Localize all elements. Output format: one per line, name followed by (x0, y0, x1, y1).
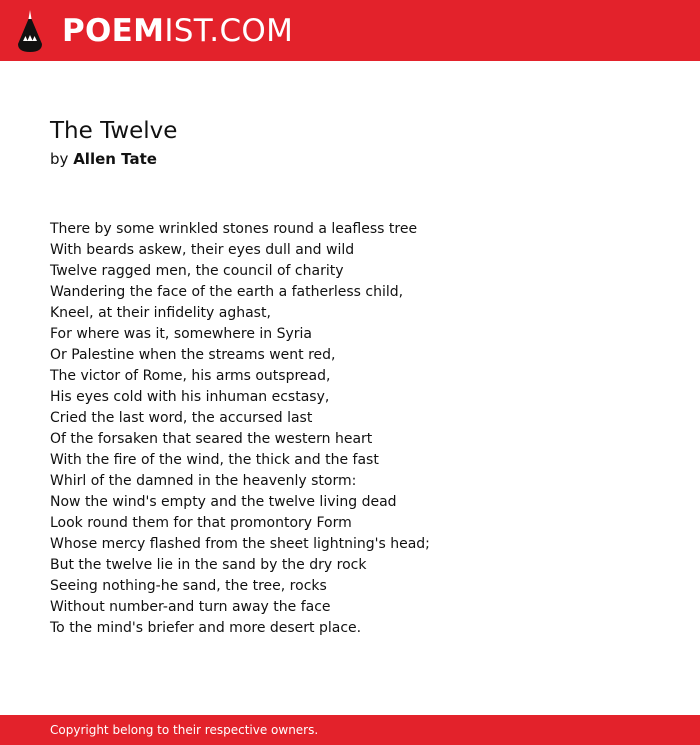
site-footer (0, 715, 700, 745)
poem-line: Wandering the face of the earth a fatherless child, (50, 284, 404, 300)
poem-line: To the mind's briefer and more desert place. (50, 620, 362, 636)
poem-line: With beards askew, their eyes dull and wild (50, 242, 355, 258)
poem-line: With the fire of the wind, the thick and the fast (50, 452, 379, 468)
brand-light: IST.COM (164, 13, 294, 49)
poem-line: Without number-and turn away the face (50, 599, 331, 615)
poem-line: Of the forsaken that seared the western heart (50, 431, 373, 447)
poem-line: There by some wrinkled stones round a leafless tree (50, 221, 418, 237)
poem-line: Twelve ragged men, the council of charity (50, 263, 344, 279)
poem-line: Whirl of the damned in the heavenly storm: (50, 473, 357, 489)
poem-line: Whose mercy flashed from the sheet lightning's head; (50, 536, 430, 552)
poem-line: Or Palestine when the streams went red, (50, 347, 336, 363)
by-label: by (50, 150, 69, 168)
poem-line: Kneel, at their infidelity aghast, (50, 305, 271, 321)
poem-line: But the twelve lie in the sand by the dry rock (50, 557, 367, 573)
poem-line: The victor of Rome, his arms outspread, (50, 368, 331, 384)
poem-line: Cried the last word, the accursed last (50, 410, 313, 426)
poem-line: His eyes cold with his inhuman ecstasy, (50, 389, 330, 405)
poem-line: Now the wind's empty and the twelve living dead (50, 494, 397, 510)
copyright-text: Copyright belong to their respective owners. (50, 723, 319, 737)
poem-body (50, 219, 650, 639)
poem-author: Allen Tate (73, 150, 157, 168)
poem-byline (50, 148, 157, 170)
pencil-tip-icon[interactable] (17, 10, 43, 52)
poem-title: The Twelve (50, 118, 178, 144)
site-logo[interactable] (62, 13, 293, 49)
site-header (0, 0, 700, 61)
poem-line: For where was it, somewhere in Syria (50, 326, 312, 342)
brand-bold: POEM (62, 13, 165, 49)
poem-line: Seeing nothing-he sand, the tree, rocks (50, 578, 327, 594)
poem-line: Look round them for that promontory Form (50, 515, 352, 531)
